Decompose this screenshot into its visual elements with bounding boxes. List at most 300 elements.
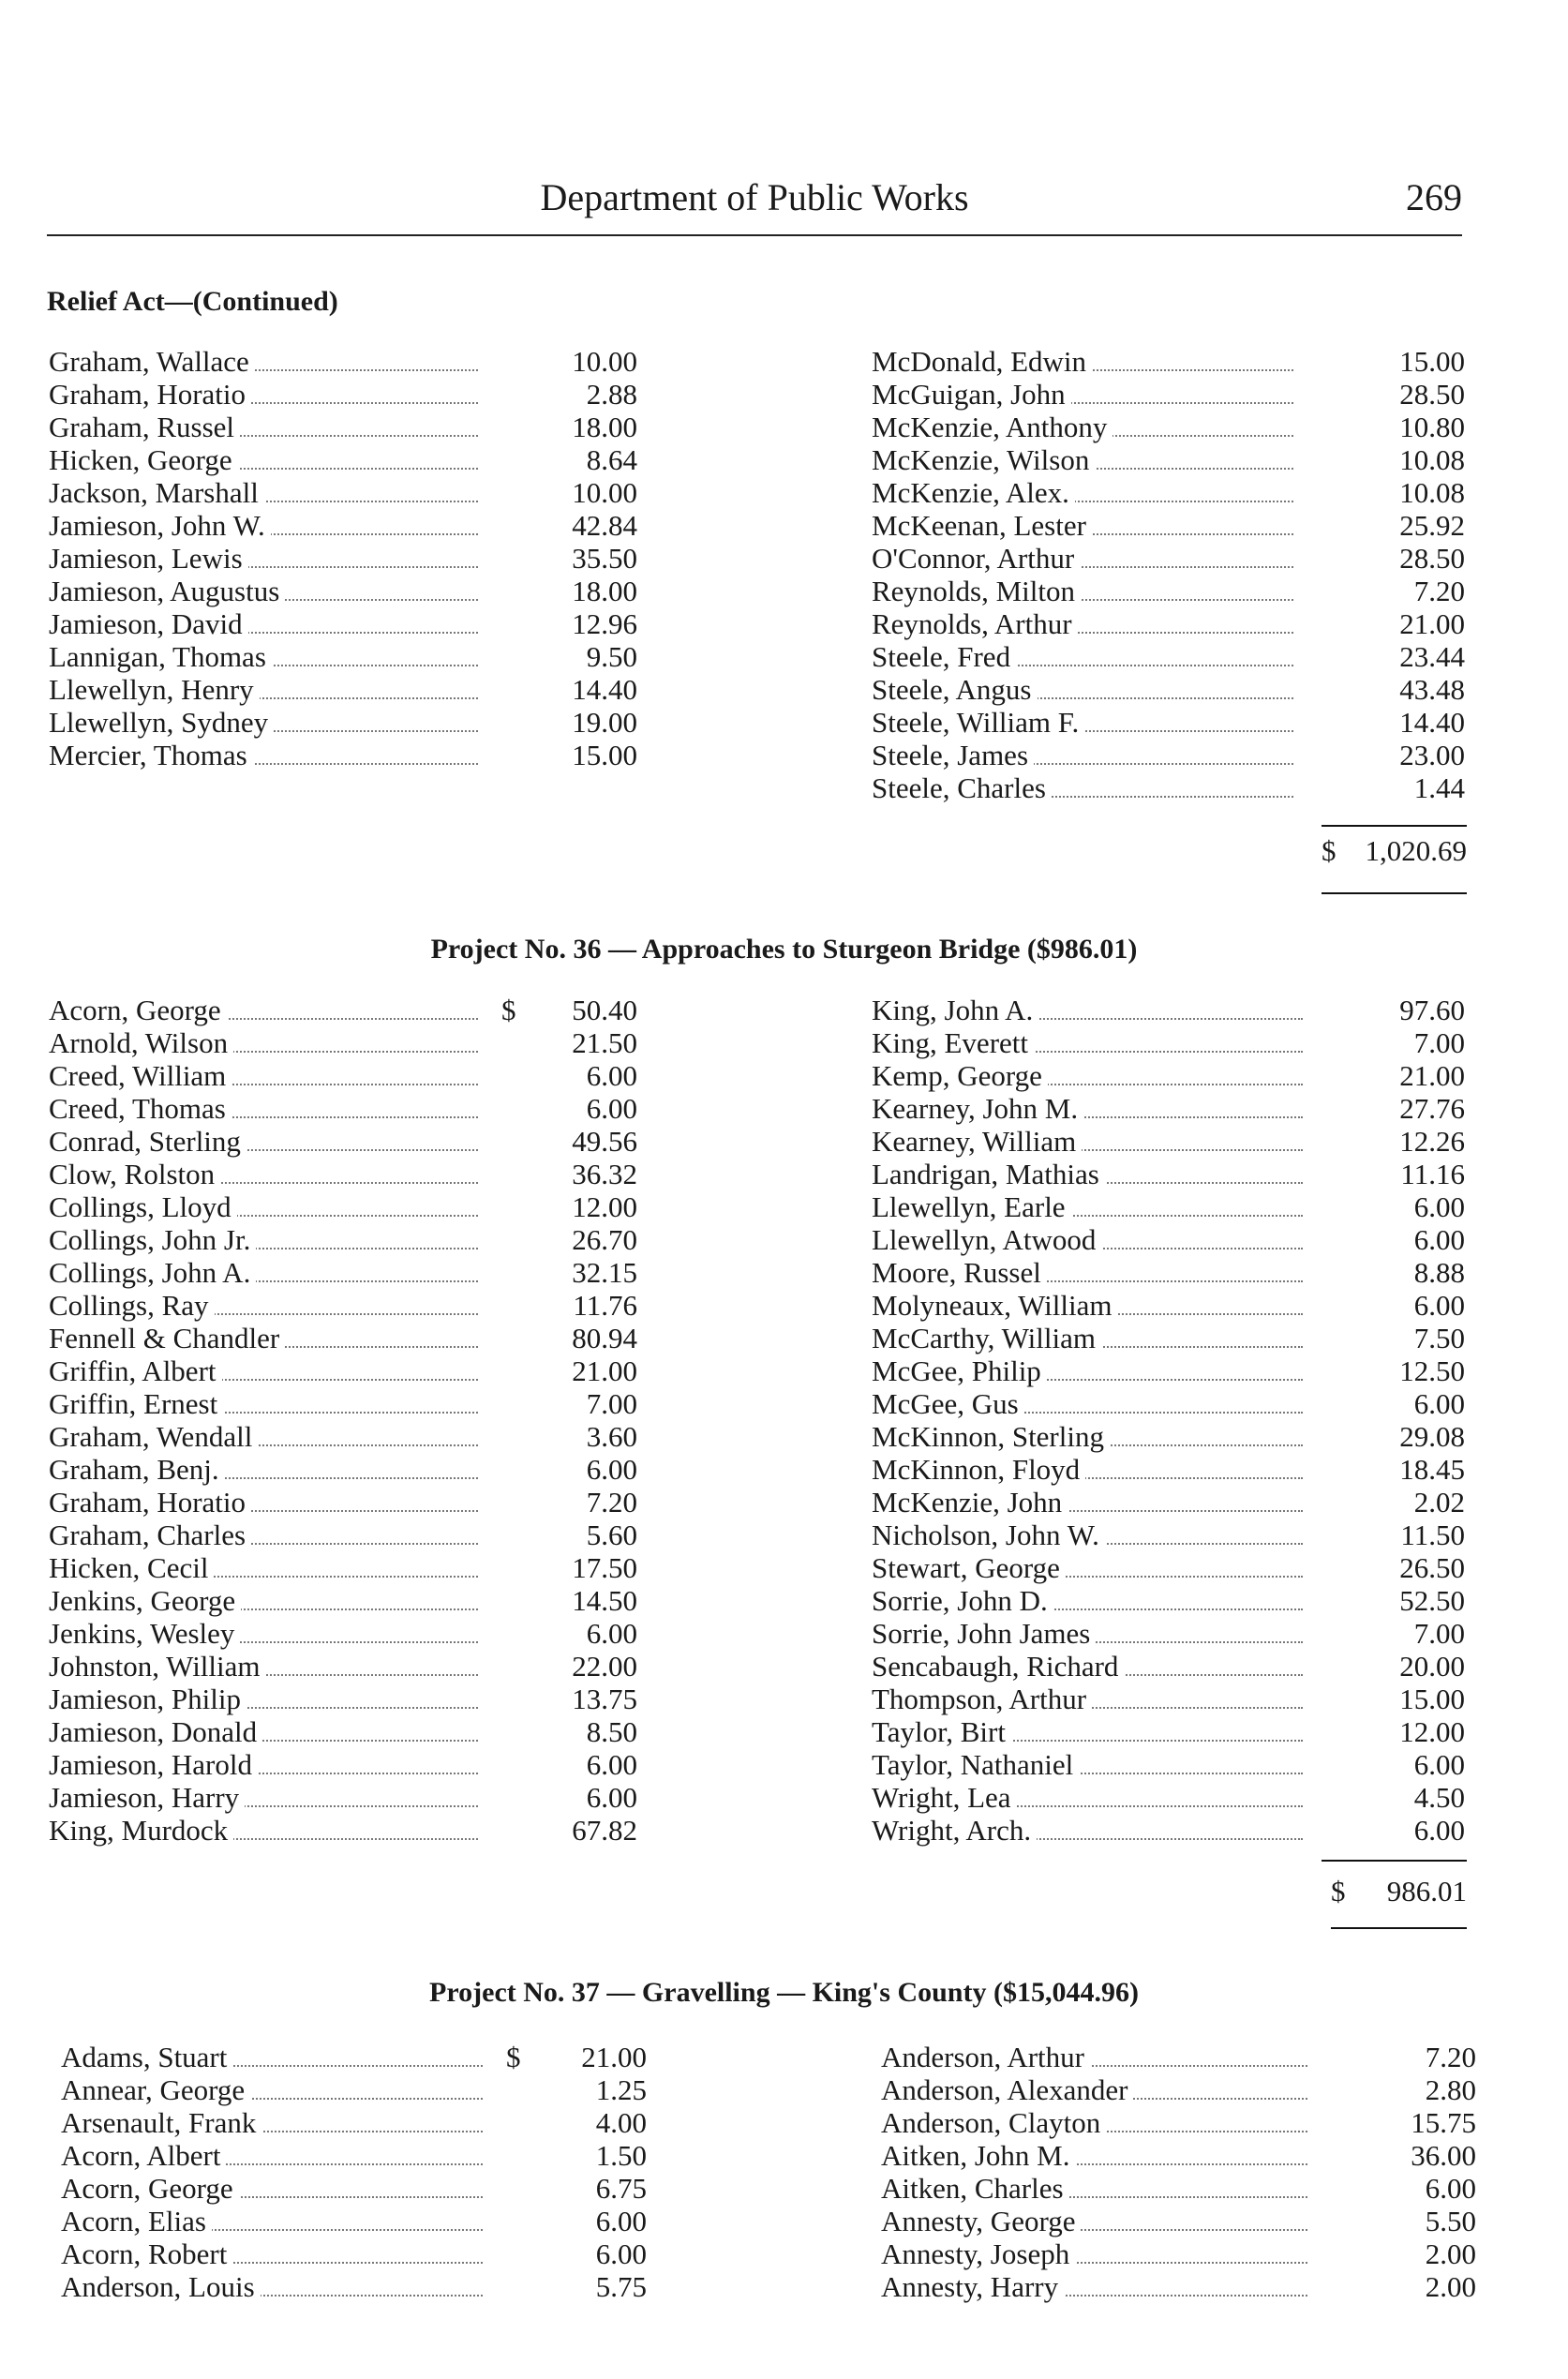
payment-amount: 15.75 <box>1411 2106 1476 2139</box>
payment-amount: 12.50 <box>1399 1354 1465 1387</box>
payment-amount: 97.60 <box>1399 994 1465 1026</box>
payee-name: Llewellyn, Henry <box>49 673 260 706</box>
payee-name: Mercier, Thomas <box>49 739 253 771</box>
payee-name: Wright, Lea <box>872 1781 1017 1814</box>
payment-amount: 6.00 <box>1413 1387 1465 1420</box>
ledger-row <box>49 1519 637 1551</box>
payment-amount: 4.00 <box>595 2106 647 2139</box>
payee-name: Annesty, Joseph <box>881 2237 1075 2270</box>
ledger-row <box>49 1354 637 1387</box>
currency-symbol: $ <box>501 994 516 1026</box>
payment-amount: 7.20 <box>1425 2041 1476 2073</box>
ledger-row <box>872 994 1465 1026</box>
section-heading-relief-act: Relief Act—(Continued) <box>47 286 338 317</box>
payment-amount: 52.50 <box>1399 1584 1465 1617</box>
ledger-row <box>61 2106 647 2139</box>
payee-name: McDonald, Edwin <box>872 345 1092 378</box>
payee-name: Lannigan, Thomas <box>49 640 272 673</box>
payment-amount: 12.00 <box>572 1190 637 1223</box>
page-number: 269 <box>1406 176 1462 218</box>
payment-amount: 67.82 <box>572 1814 637 1847</box>
payment-amount: 35.50 <box>572 542 637 575</box>
ledger-row <box>61 2073 647 2106</box>
ledger-row <box>872 1354 1465 1387</box>
ledger-row <box>49 1617 637 1650</box>
payment-amount: 13.75 <box>572 1683 637 1715</box>
payment-amount: 6.00 <box>586 1059 637 1092</box>
payee-name: Anderson, Louis <box>61 2270 261 2303</box>
ledger-row <box>872 1551 1465 1584</box>
payee-name: Arnold, Wilson <box>49 1026 233 1059</box>
payment-amount: 7.20 <box>586 1486 637 1519</box>
ledger-row <box>872 1289 1465 1322</box>
payee-name: Creed, William <box>49 1059 231 1092</box>
payment-amount: 2.80 <box>1425 2073 1476 2106</box>
payment-amount: 18.00 <box>572 411 637 443</box>
payment-amount: 6.75 <box>595 2172 647 2205</box>
relief-right-column <box>872 345 1465 804</box>
ledger-row <box>49 575 637 607</box>
payee-name: Steele, Charles <box>872 771 1052 804</box>
payment-amount: 27.76 <box>1399 1092 1465 1125</box>
payee-name: Graham, Charles <box>49 1519 251 1551</box>
payee-name: Landrigan, Mathias <box>872 1158 1105 1190</box>
relief-total-rule <box>1322 825 1467 827</box>
payment-amount: 2.00 <box>1425 2270 1476 2303</box>
ledger-row <box>881 2139 1476 2172</box>
payment-amount: 4.50 <box>1413 1781 1465 1814</box>
ledger-row <box>872 1748 1465 1781</box>
ledger-row <box>49 1092 637 1125</box>
payee-name: Jamieson, Philip <box>49 1683 246 1715</box>
ledger-row <box>49 345 637 378</box>
ledger-row <box>49 739 637 771</box>
ledger-row <box>49 378 637 411</box>
payee-name: Jamieson, Harry <box>49 1781 245 1814</box>
payee-name: Adams, Stuart <box>61 2041 232 2073</box>
payment-amount: 49.56 <box>572 1125 637 1158</box>
ledger-row <box>49 1125 637 1158</box>
ledger-row <box>61 2237 647 2270</box>
payee-name: Sencabaugh, Richard <box>872 1650 1124 1683</box>
ledger-row <box>49 1223 637 1256</box>
payment-amount: 21.00 <box>1399 1059 1465 1092</box>
payment-amount: 80.94 <box>572 1322 637 1354</box>
ledger-row <box>872 1486 1465 1519</box>
project-36-total-amount: 986.01 <box>1386 1875 1467 1908</box>
payment-amount: 11.50 <box>1400 1519 1465 1551</box>
payee-name: Jamieson, David <box>49 607 248 640</box>
payment-amount: 1.25 <box>595 2073 647 2106</box>
payment-amount: 3.60 <box>586 1420 637 1453</box>
ledger-row <box>872 1519 1465 1551</box>
relief-total <box>1322 832 1467 870</box>
payment-amount: 6.00 <box>595 2205 647 2237</box>
currency-symbol: $ <box>506 2041 521 2073</box>
payee-name: Acorn, George <box>61 2172 239 2205</box>
payment-amount: 10.00 <box>572 476 637 509</box>
project-36-title: Project No. 36 — Approaches to Sturgeon Bridge ($986.01) <box>430 934 1138 965</box>
ledger-row <box>872 1223 1465 1256</box>
payee-name: Anderson, Arthur <box>881 2041 1090 2073</box>
payment-amount: 22.00 <box>572 1650 637 1683</box>
relief-total-amount: 1,020.69 <box>1365 834 1467 867</box>
page-header <box>47 173 1462 232</box>
ledger-row <box>872 575 1465 607</box>
project-36-left-column <box>49 994 637 1847</box>
payment-amount: 1.44 <box>1413 771 1465 804</box>
payment-amount: 10.80 <box>1399 411 1465 443</box>
ledger-row <box>49 1814 637 1847</box>
payment-amount: 12.26 <box>1399 1125 1465 1158</box>
ledger-row <box>61 2041 647 2073</box>
payment-amount: 28.50 <box>1399 542 1465 575</box>
relief-left-column <box>49 345 637 771</box>
payee-name: McKenzie, John <box>872 1486 1068 1519</box>
payment-amount: 25.92 <box>1399 509 1465 542</box>
payee-name: Sorrie, John James <box>872 1617 1096 1650</box>
ledger-row <box>49 1486 637 1519</box>
payee-name: Steele, James <box>872 739 1034 771</box>
payee-name: Collings, Lloyd <box>49 1190 237 1223</box>
payment-amount: 43.48 <box>1399 673 1465 706</box>
ledger-row <box>872 378 1465 411</box>
payee-name: Steele, Angus <box>872 673 1038 706</box>
payee-name: McGuigan, John <box>872 378 1071 411</box>
payee-name: Llewellyn, Atwood <box>872 1223 1101 1256</box>
ledger-row <box>49 1158 637 1190</box>
payment-amount: 21.50 <box>572 1026 637 1059</box>
payee-name: Kearney, William <box>872 1125 1082 1158</box>
ledger-row <box>881 2073 1476 2106</box>
ledger-row <box>872 1715 1465 1748</box>
payee-name: Fennell & Chandler <box>49 1322 285 1354</box>
ledger-row <box>61 2172 647 2205</box>
payment-amount: 10.08 <box>1399 443 1465 476</box>
payment-amount: 7.00 <box>586 1387 637 1420</box>
payment-amount: 32.15 <box>572 1256 637 1289</box>
ledger-row <box>49 640 637 673</box>
payment-amount: 6.00 <box>1413 1190 1465 1223</box>
payee-name: Kemp, George <box>872 1059 1048 1092</box>
ledger-row <box>872 1420 1465 1453</box>
payment-amount: 15.00 <box>572 739 637 771</box>
ledger-row <box>872 1453 1465 1486</box>
ledger-row <box>61 2139 647 2172</box>
ledger-row <box>49 443 637 476</box>
project-36-total-rule <box>1322 1860 1467 1862</box>
project-37-left-column <box>61 2041 647 2303</box>
ledger-row <box>881 2041 1476 2073</box>
payment-amount: 50.40 <box>572 994 637 1026</box>
payee-name: Acorn, Robert <box>61 2237 232 2270</box>
ledger-row <box>872 1059 1465 1092</box>
payee-name: Acorn, George <box>49 994 227 1026</box>
payee-name: Llewellyn, Sydney <box>49 706 274 739</box>
payment-amount: 7.50 <box>1413 1322 1465 1354</box>
ledger-row <box>872 1781 1465 1814</box>
payee-name: Thompson, Arthur <box>872 1683 1092 1715</box>
payee-name: Griffin, Ernest <box>49 1387 223 1420</box>
payment-amount: 29.08 <box>1399 1420 1465 1453</box>
payment-amount: 6.00 <box>1425 2172 1476 2205</box>
ledger-row <box>881 2106 1476 2139</box>
project-37-right-column <box>881 2041 1476 2303</box>
payee-name: Sorrie, John D. <box>872 1584 1053 1617</box>
ledger-row <box>872 476 1465 509</box>
payment-amount: 5.75 <box>595 2270 647 2303</box>
ledger-row <box>872 1584 1465 1617</box>
ledger-row <box>872 443 1465 476</box>
payment-amount: 19.00 <box>572 706 637 739</box>
payment-amount: 28.50 <box>1399 378 1465 411</box>
payee-name: Taylor, Birt <box>872 1715 1011 1748</box>
payment-amount: 6.00 <box>586 1092 637 1125</box>
payee-name: King, Everett <box>872 1026 1034 1059</box>
payment-amount: 23.44 <box>1399 640 1465 673</box>
ledger-row <box>49 1289 637 1322</box>
payee-name: Reynolds, Milton <box>872 575 1081 607</box>
payee-name: Aitken, John M. <box>881 2139 1076 2172</box>
ledger-row <box>49 1059 637 1092</box>
project-36-total-underline <box>1331 1927 1467 1929</box>
ledger-row <box>49 1256 637 1289</box>
payment-amount: 1.50 <box>595 2139 647 2172</box>
payee-name: Anderson, Alexander <box>881 2073 1133 2106</box>
ledger-row <box>872 1814 1465 1847</box>
page-title: Department of Public Works <box>540 176 969 218</box>
payee-name: Creed, Thomas <box>49 1092 231 1125</box>
payment-amount: 17.50 <box>572 1551 637 1584</box>
project-36-total <box>1331 1873 1467 1910</box>
payee-name: Jamieson, John W. <box>49 509 271 542</box>
payee-name: Anderson, Clayton <box>881 2106 1106 2139</box>
ledger-row <box>49 1453 637 1486</box>
payment-amount: 18.00 <box>572 575 637 607</box>
payee-name: Kearney, John M. <box>872 1092 1083 1125</box>
ledger-row <box>49 1190 637 1223</box>
payment-amount: 5.60 <box>586 1519 637 1551</box>
payee-name: McKinnon, Sterling <box>872 1420 1110 1453</box>
ledger-row <box>49 607 637 640</box>
ledger-row <box>872 411 1465 443</box>
ledger-row <box>49 1683 637 1715</box>
payee-name: Jamieson, Lewis <box>49 542 248 575</box>
ledger-row <box>872 1158 1465 1190</box>
ledger-row <box>49 509 637 542</box>
payee-name: Wright, Arch. <box>872 1814 1037 1847</box>
payee-name: Graham, Wendall <box>49 1420 258 1453</box>
payment-amount: 20.00 <box>1399 1650 1465 1683</box>
ledger-row <box>872 1387 1465 1420</box>
payee-name: Stewart, George <box>872 1551 1066 1584</box>
ledger-row <box>872 1026 1465 1059</box>
ledger-row <box>49 1387 637 1420</box>
payee-name: Jenkins, George <box>49 1584 241 1617</box>
payee-name: Graham, Horatio <box>49 378 251 411</box>
payee-name: Jenkins, Wesley <box>49 1617 240 1650</box>
payment-amount: 6.00 <box>595 2237 647 2270</box>
payment-amount: 5.50 <box>1425 2205 1476 2237</box>
payment-amount: 6.00 <box>586 1781 637 1814</box>
payee-name: Arsenault, Frank <box>61 2106 261 2139</box>
payee-name: King, John A. <box>872 994 1038 1026</box>
payment-amount: 2.02 <box>1413 1486 1465 1519</box>
payment-amount: 21.00 <box>581 2041 647 2073</box>
payee-name: Moore, Russel <box>872 1256 1047 1289</box>
payment-amount: 6.00 <box>1413 1223 1465 1256</box>
ledger-row <box>49 1551 637 1584</box>
project-36-right-column <box>872 994 1465 1847</box>
payment-amount: 6.00 <box>1413 1814 1465 1847</box>
payment-amount: 12.00 <box>1399 1715 1465 1748</box>
payment-amount: 15.00 <box>1399 1683 1465 1715</box>
payee-name: Jackson, Marshall <box>49 476 264 509</box>
payee-name: Reynolds, Arthur <box>872 607 1078 640</box>
ledger-row <box>872 1650 1465 1683</box>
payee-name: Steele, Fred <box>872 640 1016 673</box>
payment-amount: 26.70 <box>572 1223 637 1256</box>
ledger-row <box>49 476 637 509</box>
ledger-row <box>881 2205 1476 2237</box>
payment-amount: 42.84 <box>572 509 637 542</box>
payee-name: McKenzie, Wilson <box>872 443 1095 476</box>
payee-name: Annesty, George <box>881 2205 1081 2237</box>
payee-name: McKinnon, Floyd <box>872 1453 1085 1486</box>
ledger-row <box>49 1748 637 1781</box>
ledger-row <box>872 607 1465 640</box>
payee-name: McKeenan, Lester <box>872 509 1092 542</box>
ledger-row <box>872 542 1465 575</box>
payment-amount: 21.00 <box>572 1354 637 1387</box>
ledger-row <box>872 1125 1465 1158</box>
payment-amount: 8.50 <box>586 1715 637 1748</box>
ledger-row <box>61 2270 647 2303</box>
ledger-row <box>49 1650 637 1683</box>
ledger-row <box>872 1092 1465 1125</box>
payee-name: Graham, Benj. <box>49 1453 225 1486</box>
payment-amount: 26.50 <box>1399 1551 1465 1584</box>
payment-amount: 2.00 <box>1425 2237 1476 2270</box>
payment-amount: 8.88 <box>1413 1256 1465 1289</box>
ledger-row <box>881 2172 1476 2205</box>
payment-amount: 10.08 <box>1399 476 1465 509</box>
payment-amount: 15.00 <box>1399 345 1465 378</box>
payment-amount: 14.40 <box>1399 706 1465 739</box>
payment-amount: 6.00 <box>1413 1289 1465 1322</box>
payment-amount: 21.00 <box>1399 607 1465 640</box>
ledger-row <box>872 1256 1465 1289</box>
payment-amount: 11.76 <box>573 1289 637 1322</box>
payee-name: O'Connor, Arthur <box>872 542 1080 575</box>
ledger-row <box>49 1420 637 1453</box>
payee-name: Nicholson, John W. <box>872 1519 1105 1551</box>
payee-name: Graham, Wallace <box>49 345 255 378</box>
ledger-row <box>872 345 1465 378</box>
payee-name: Annear, George <box>61 2073 250 2106</box>
payee-name: McCarthy, William <box>872 1322 1101 1354</box>
payee-name: Llewellyn, Earle <box>872 1190 1071 1223</box>
payee-name: Collings, John A. <box>49 1256 256 1289</box>
project-37-title: Project No. 37 — Gravelling — King's County ($15,044.96) <box>429 1977 1139 2008</box>
ledger-row <box>49 673 637 706</box>
ledger-row <box>872 673 1465 706</box>
relief-total-currency: $ <box>1322 834 1337 867</box>
payment-amount: 7.00 <box>1413 1617 1465 1650</box>
payment-amount: 12.96 <box>572 607 637 640</box>
payment-amount: 6.00 <box>586 1748 637 1781</box>
payee-name: Aitken, Charles <box>881 2172 1069 2205</box>
ledger-row <box>49 1322 637 1354</box>
ledger-row <box>49 1584 637 1617</box>
payee-name: Graham, Russel <box>49 411 240 443</box>
payee-name: McGee, Philip <box>872 1354 1047 1387</box>
payment-amount: 6.00 <box>1413 1748 1465 1781</box>
payee-name: Clow, Rolston <box>49 1158 220 1190</box>
ledger-row <box>49 1781 637 1814</box>
ledger-row <box>872 1617 1465 1650</box>
payee-name: Graham, Horatio <box>49 1486 251 1519</box>
payment-amount: 9.50 <box>586 640 637 673</box>
payee-name: Taylor, Nathaniel <box>872 1748 1079 1781</box>
ledger-row <box>872 640 1465 673</box>
ledger-row <box>49 1026 637 1059</box>
payment-amount: 8.64 <box>586 443 637 476</box>
payee-name: Annesty, Harry <box>881 2270 1064 2303</box>
ledger-row <box>49 1715 637 1748</box>
payment-amount: 7.20 <box>1413 575 1465 607</box>
payee-name: Jamieson, Harold <box>49 1748 258 1781</box>
ledger-row <box>872 706 1465 739</box>
payee-name: McKenzie, Alex. <box>872 476 1075 509</box>
payee-name: Collings, Ray <box>49 1289 215 1322</box>
payment-amount: 36.00 <box>1411 2139 1476 2172</box>
payee-name: Acorn, Albert <box>61 2139 226 2172</box>
payment-amount: 10.00 <box>572 345 637 378</box>
payment-amount: 7.00 <box>1413 1026 1465 1059</box>
ledger-row <box>872 1683 1465 1715</box>
payment-amount: 14.40 <box>572 673 637 706</box>
payee-name: Hicken, George <box>49 443 238 476</box>
payment-amount: 14.50 <box>572 1584 637 1617</box>
ledger-row <box>49 542 637 575</box>
payee-name: Molyneaux, William <box>872 1289 1117 1322</box>
payee-name: Johnston, William <box>49 1650 266 1683</box>
header-rule <box>47 234 1462 236</box>
relief-total-underline <box>1322 892 1467 894</box>
payee-name: Conrad, Sterling <box>49 1125 246 1158</box>
payee-name: Griffin, Albert <box>49 1354 222 1387</box>
payment-amount: 6.00 <box>586 1453 637 1486</box>
ledger-row <box>61 2205 647 2237</box>
payee-name: Hicken, Cecil <box>49 1551 214 1584</box>
payment-amount: 23.00 <box>1399 739 1465 771</box>
payment-amount: 18.45 <box>1399 1453 1465 1486</box>
ledger-row <box>872 1322 1465 1354</box>
payee-name: McKenzie, Anthony <box>872 411 1113 443</box>
payee-name: Steele, William F. <box>872 706 1084 739</box>
payee-name: Jamieson, Augustus <box>49 575 285 607</box>
ledger-row <box>872 1190 1465 1223</box>
payee-name: Acorn, Elias <box>61 2205 212 2237</box>
payee-name: McGee, Gus <box>872 1387 1024 1420</box>
payee-name: King, Murdock <box>49 1814 233 1847</box>
payee-name: Collings, John Jr. <box>49 1223 256 1256</box>
ledger-row <box>881 2237 1476 2270</box>
payment-amount: 36.32 <box>572 1158 637 1190</box>
ledger-row <box>872 739 1465 771</box>
ledger-row <box>872 771 1465 804</box>
